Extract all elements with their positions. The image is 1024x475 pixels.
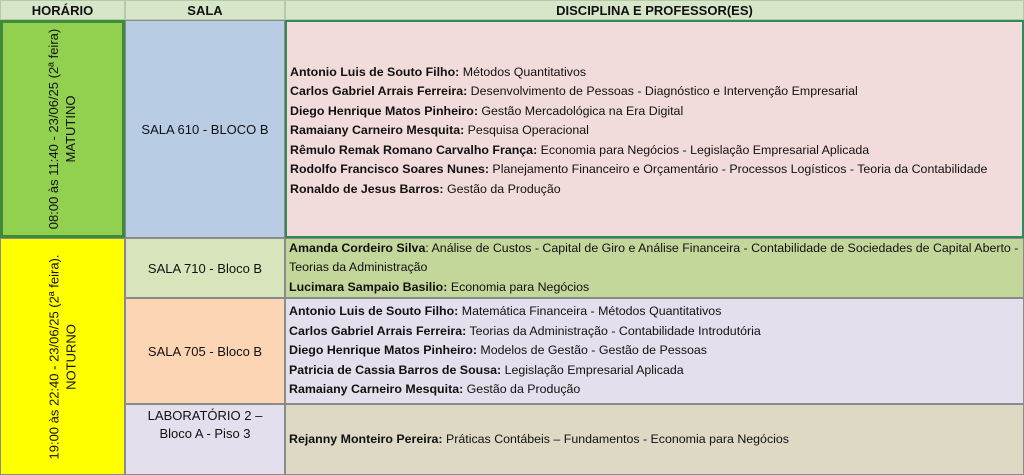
professor-entry [289,322,1023,341]
professor-entry [289,239,1023,278]
laboratorio-2-disciplina-cell [285,404,1024,475]
professor-name: Carlos Gabriel Arrais Ferreira: [290,84,468,99]
professor-entry [289,341,1023,360]
professor-courses: : Análise de Custos - Capital de Giro e Análise Financeira - Contabilidade de Sociedades de Capital Aberto - Teorias da Administração [289,240,1019,275]
matutino-sala: SALA 610 - BLOCO B [141,121,269,137]
professor-name: Lucimara Sampaio Basilio: [289,279,448,294]
professor-courses: Modelos de Gestão - Gestão de Pessoas [476,343,707,358]
professor-entry [290,82,1022,101]
professor-name: Antonio Luis de Souto Filho: [290,65,460,80]
sala-710: SALA 710 - Bloco B [147,260,263,276]
professor-courses: Planejamento Financeiro e Orçamentário - Processos Logísticos - Teoria da Contabilidade [488,162,988,177]
noturno-horario-period: NOTURNO [63,323,79,390]
professor-entry [290,63,1022,82]
matutino-horario-period: MATUTINO [63,95,79,163]
professor-courses: Teorias da Administração - Contabilidade Introdutória [466,323,761,338]
sala-705-disciplina-cell [285,298,1024,404]
matutino-disciplina-cell [285,20,1024,238]
noturno-horario-time: 19:00 às 22:40 - 23/06/25 (2ª feira). [46,254,62,459]
professor-entry [289,430,1023,449]
professor-name: Ronaldo de Jesus Barros: [290,181,444,196]
professor-courses: Legislação Empresarial Aplicada [501,362,684,377]
professor-entry [289,361,1023,380]
sala-710-disciplina-cell [285,238,1024,298]
professor-courses: Métodos Quantitativos [459,65,587,80]
laboratorio-2-cell [125,404,285,475]
professor-entry [289,278,1023,297]
professor-name: Amanda Cordeiro Silva [289,240,426,255]
professor-name: Carlos Gabriel Arrais Ferreira: [289,323,467,338]
laboratorio-2: LABORATÓRIO 2 – Bloco A - Piso 3 [147,408,263,441]
professor-courses: Pesquisa Operacional [464,123,589,138]
professor-entry [290,141,1022,160]
sala-705: SALA 705 - Bloco B [147,343,263,359]
matutino-horario-text [46,29,80,229]
professor-entry [290,102,1022,121]
professor-courses: Gestão da Produção [463,382,581,397]
professor-courses: Economia para Negócios [447,279,590,294]
professor-name: Rodolfo Francisco Soares Nunes: [290,162,489,177]
professor-entry [289,380,1023,399]
sala-705-cell [125,298,285,404]
professor-name: Patricia de Cassia Barros de Sousa: [289,362,502,377]
professor-entry [290,180,1022,199]
sala-710-cell [125,238,285,298]
matutino-sala-cell [125,20,285,238]
professor-courses: Matemática Financeira - Métodos Quantitativos [458,304,722,319]
professor-entry [289,302,1023,321]
header-horario: HORÁRIO [0,0,125,20]
professor-name: Diego Henrique Matos Pinheiro: [289,343,477,358]
matutino-horario-time: 08:00 às 11:40 - 23/06/25 (2ª feira) [46,28,62,230]
professor-courses: Desenvolvimento de Pessoas - Diagnóstico e Intervenção Empresarial [467,84,858,99]
professor-name: Diego Henrique Matos Pinheiro: [290,103,478,118]
professor-courses: Gestão Mercadológica na Era Digital [477,103,684,118]
noturno-horario-text [46,254,80,459]
header-sala: SALA [125,0,285,20]
professor-courses: Gestão da Produção [443,181,561,196]
professor-name: Ramaiany Carneiro Mesquita: [290,123,465,138]
professor-courses: Práticas Contábeis – Fundamentos - Economia para Negócios [442,431,789,446]
noturno-horario-cell [0,238,125,475]
professor-entry [290,121,1022,140]
professor-name: Ramaiany Carneiro Mesquita: [289,382,464,397]
professor-entry [290,160,1022,179]
header-disciplina: DISCIPLINA E PROFESSOR(ES) [285,0,1024,20]
matutino-horario-cell [0,20,125,238]
professor-name: Rejanny Monteiro Pereira: [289,431,443,446]
professor-name: Antonio Luis de Souto Filho: [289,304,459,319]
professor-courses: Economia para Negócios - Legislação Empresarial Aplicada [537,142,870,157]
professor-name: Rêmulo Remak Romano Carvalho França: [290,142,538,157]
